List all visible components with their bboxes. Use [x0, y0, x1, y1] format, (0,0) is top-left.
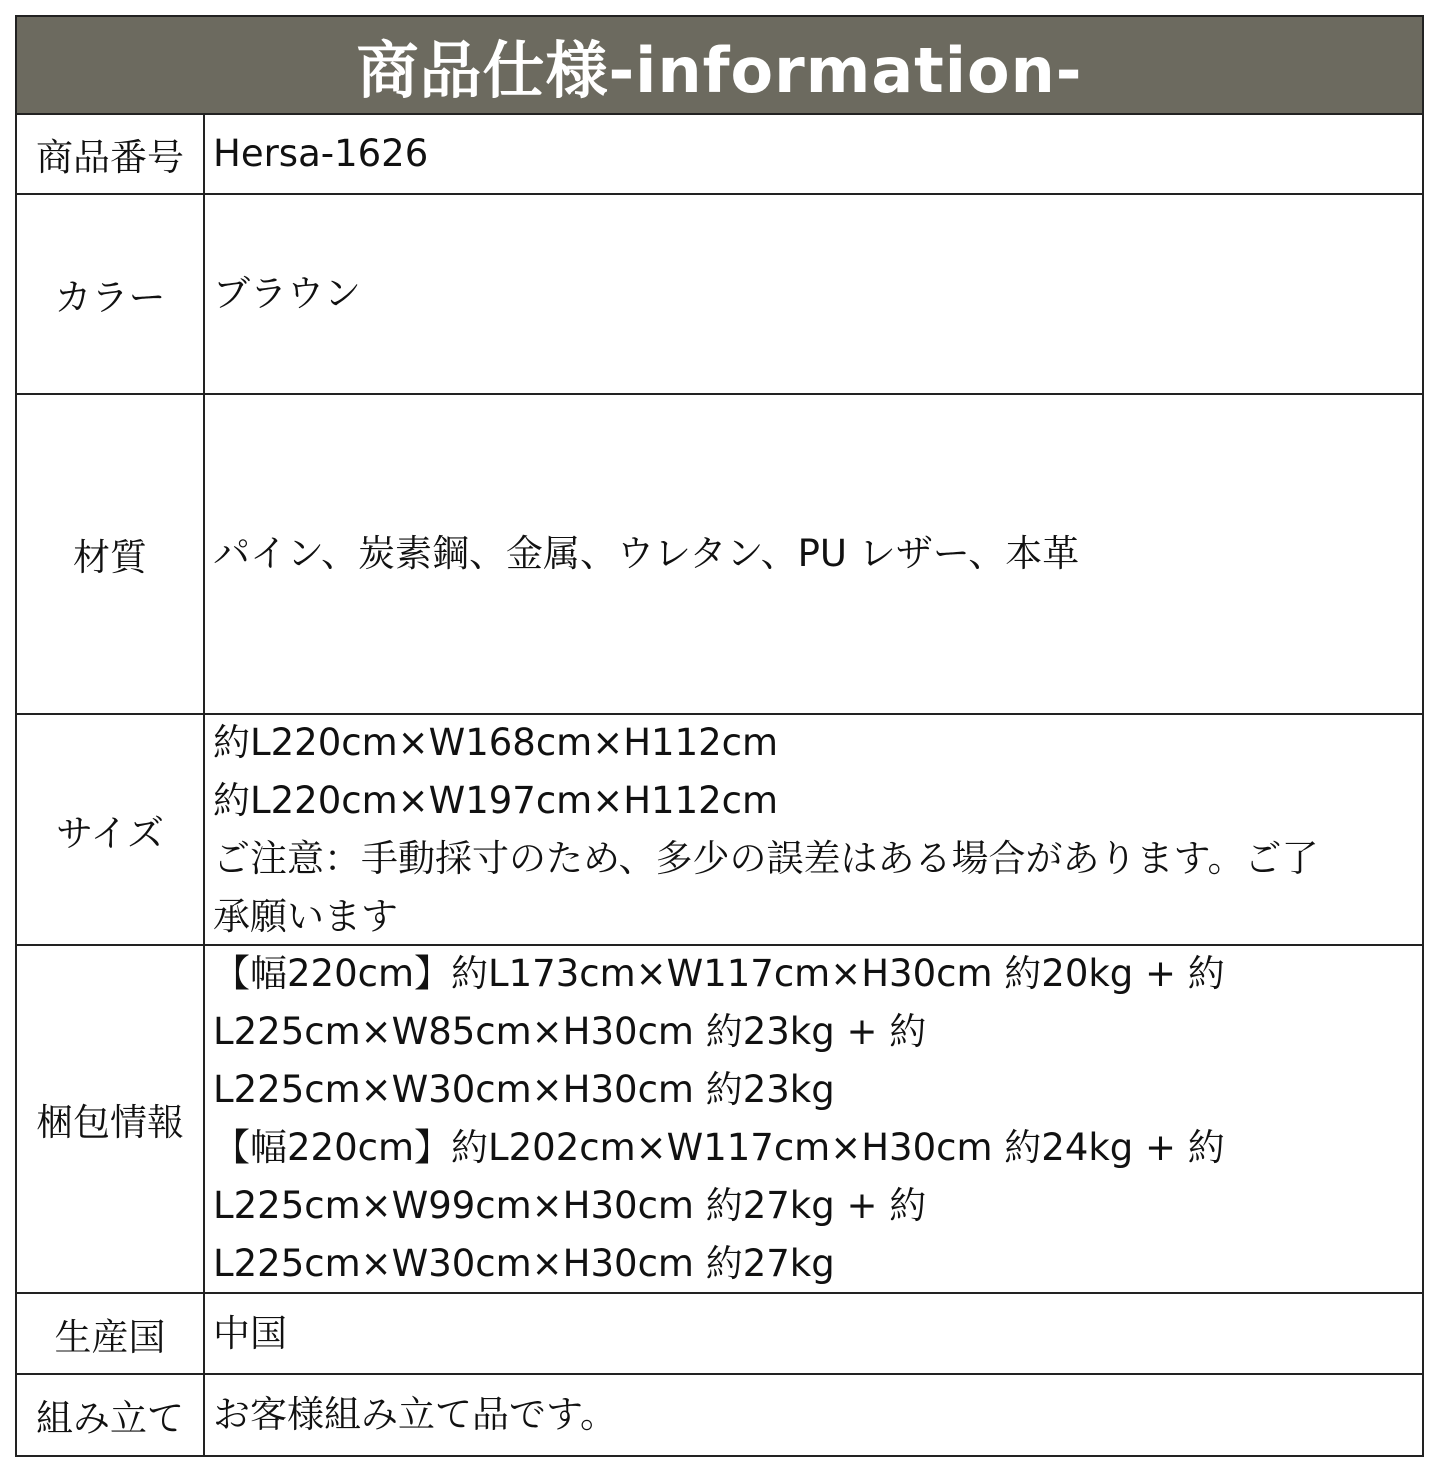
- spec-table: [15, 15, 1424, 1457]
- material-text: パイン、炭素鋼、金属、ウレタン、PU レザー、本革: [213, 532, 1080, 575]
- value-product-number: [205, 115, 1422, 193]
- value-color: [205, 195, 1422, 393]
- value-origin: [205, 1294, 1422, 1373]
- size-note-line: ご注意：手動採寸のため、多少の誤差はある場合があります。ご了: [213, 836, 1319, 880]
- row-product-number: [17, 115, 1422, 195]
- package-line: L225cm×W30cm×H30cm 約27kg: [213, 1242, 835, 1285]
- value-assembly: [205, 1375, 1422, 1455]
- package-line: L225cm×W85cm×H30cm 約23kg + 約: [213, 1010, 927, 1053]
- row-package: [17, 946, 1422, 1294]
- label-product-number: 商品番号: [17, 115, 205, 193]
- label-color: カラー: [17, 195, 205, 393]
- row-assembly: [17, 1375, 1422, 1455]
- package-line: 【幅220cm】約L202cm×W117cm×H30cm 約24kg + 約: [213, 1126, 1225, 1169]
- package-line: L225cm×W30cm×H30cm 約23kg: [213, 1068, 835, 1111]
- origin-text: 中国: [213, 1311, 287, 1355]
- row-size: [17, 715, 1422, 946]
- label-size: サイズ: [17, 715, 205, 944]
- label-assembly: 組み立て: [17, 1375, 205, 1455]
- table-title: 商品仕様-information-: [17, 17, 1422, 115]
- value-size: [205, 715, 1422, 944]
- row-material: [17, 395, 1422, 715]
- label-origin: 生産国: [17, 1294, 205, 1373]
- package-line: 【幅220cm】約L173cm×W117cm×H30cm 約20kg + 約: [213, 952, 1225, 995]
- value-package: [205, 946, 1422, 1292]
- size-line: 約L220cm×W168cm×H112cm: [213, 720, 779, 764]
- color-text: ブラウン: [213, 272, 361, 315]
- size-line: 約L220cm×W197cm×H112cm: [213, 778, 779, 822]
- value-material: [205, 395, 1422, 713]
- size-note-line: 承願います: [213, 894, 398, 938]
- product-number-text: Hersa-1626: [213, 132, 429, 175]
- label-package: 梱包情報: [17, 946, 205, 1292]
- label-material: 材質: [17, 395, 205, 713]
- row-origin: [17, 1294, 1422, 1375]
- package-line: L225cm×W99cm×H30cm 約27kg + 約: [213, 1184, 927, 1227]
- row-color: [17, 195, 1422, 395]
- assembly-text: お客様組み立て品です。: [213, 1393, 618, 1436]
